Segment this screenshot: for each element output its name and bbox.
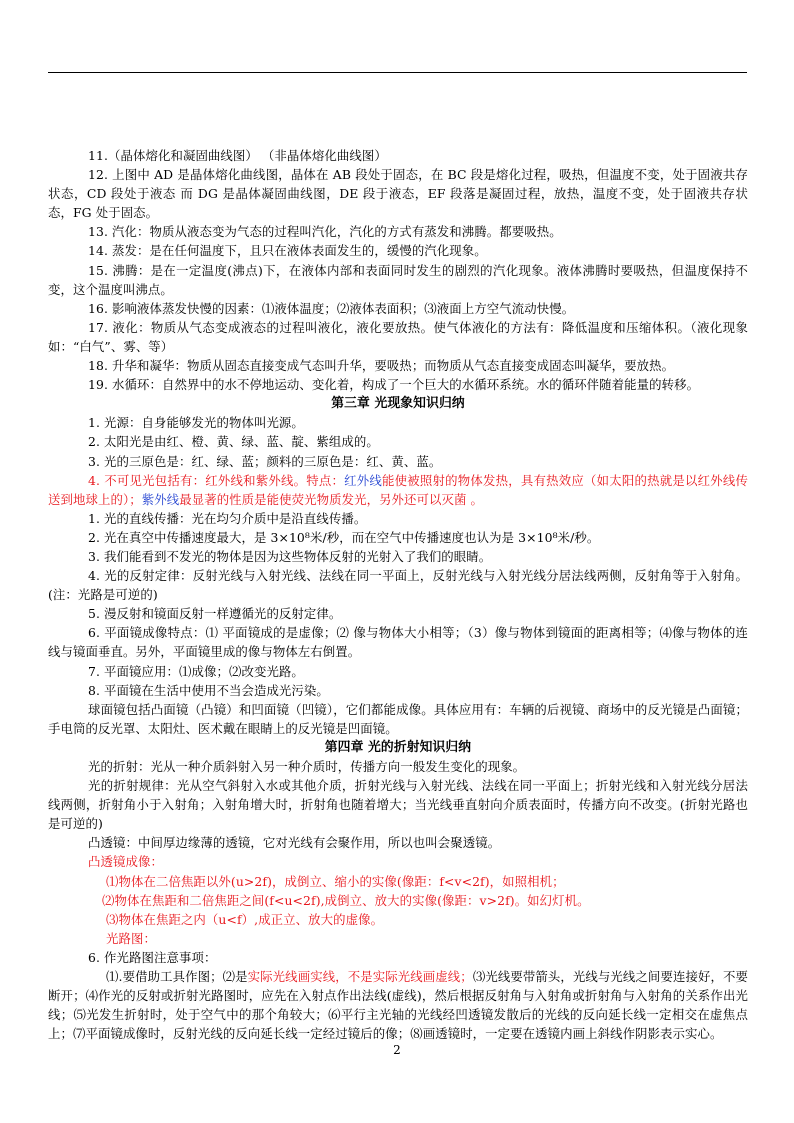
page-number: 2 xyxy=(393,1043,401,1057)
chapter-4-title: 第四章 光的折射知识归纳 xyxy=(324,739,472,755)
ch3-light-6: 6. 平面镜成像特点：⑴ 平面镜成的是虚像；⑵ 像与物体大小相等；（3）像与物体到镜面的距离相等；⑷像与物体的连线与镜面垂直。另外，平面镜里成的像与物体左右倒置。 xyxy=(48,625,748,660)
ch3-light-5: 5. 漫反射和镜面反射一样遵循光的反射定律。 xyxy=(88,606,342,622)
para-13: 13. 汽化：物质从液态变为气态的过程叫汽化，汽化的方式有蒸发和沸腾。都要吸热。 xyxy=(88,224,562,240)
ch3-item-4-c: 能使被照射的物体发热，具有热效应（如太阳的热就是以红外线传送到地球上的）； xyxy=(48,472,748,507)
para-17: 17. 液化：物质从气态变成液态的过程叫液化，液化要放热。使气体液化的方法有：降低温度和压缩体积。（液化现象如：“白气”、雾、等） xyxy=(48,319,748,354)
ch4-imaging-1: ⑴物体在二倍焦距以外(u>2f)，成倒立、缩小的实像(像距：f<v<2f)，如照相机； xyxy=(106,873,565,889)
para-16: 16. 影响液体蒸发快慢的因素：⑴液体温度；⑵液体表面积；⑶液面上方空气流动快慢。 xyxy=(88,300,575,316)
ch4-imaging-3: ⑶物体在焦距之内（u<f）,成正立、放大的虚像。 xyxy=(106,911,384,927)
ch4-notes-body xyxy=(48,967,748,1043)
ch3-light-1: 1. 光的直线传播：光在均匀介质中是沿直线传播。 xyxy=(88,510,367,526)
ch3-spherical-mirror: 球面镜包括凸面镜（凸镜）和凹面镜（凹镜），它们都能成像。具体应用有：车辆的后视镜、商场中的反光镜是凸面镜；手电筒的反光罩、太阳灶、医术戴在眼睛上的反光镜是凹面镜。 xyxy=(48,701,748,736)
para-19: 19. 水循环：自然界中的水不停地运动、变化着，构成了一个巨大的水循环系统。水的循环伴随着能量的转移。 xyxy=(88,377,700,393)
ch3-item-4-e: 最显著的性质是能使荧光物质发光，另外还可以灭菌 。 xyxy=(179,491,484,507)
ultraviolet-term: 紫外线 xyxy=(141,491,180,507)
chapter-3-title: 第三章 光现象知识归纳 xyxy=(331,396,465,412)
ch3-item-4-a: 4. 不可见光包括有：红外线和紫外线。特点： xyxy=(88,472,345,488)
ch4-ray-diagram: 光路图： xyxy=(106,930,156,946)
ch3-light-2: 2. 光在真空中传播速度最大，是 3×10⁸米/秒，而在空气中传播速度也认为是 3×10⁸米/秒。 xyxy=(88,529,600,545)
ch4-notes-title: 6. 作光路图注意事项： xyxy=(88,949,217,965)
ch4-imaging-2: ⑵物体在焦距和二倍焦距之间(f<u<2f),成倒立、放大的实像(像距：v>2f)。如幻灯机。 xyxy=(102,892,590,908)
para-11: 11.（晶体熔化和凝固曲线图） （非晶体熔化曲线图） xyxy=(88,148,387,163)
para-18: 18. 升华和凝华：物质从固态直接变成气态叫升华，要吸热；而物质从气态直接变成固态叫凝华，要放热。 xyxy=(88,358,675,374)
ch4-imaging-title: 凸透镜成像： xyxy=(88,854,163,870)
ch4-convex-lens: 凸透镜：中间厚边缘薄的透镜，它对光线有会聚作用，所以也叫会聚透镜。 xyxy=(88,835,501,851)
para-15: 15. 沸腾：是在一定温度(沸点)下，在液体内部和表面同时发生的剧烈的汽化现象。液体沸腾时要吸热，但温度保持不变，这个温度叫沸点。 xyxy=(48,262,748,297)
ch3-light-4: 4. 光的反射定律：反射光线与入射光线、法线在同一平面上，反射光线与入射光线分居法线两侧，反射角等于入射角。(注：光路是可逆的) xyxy=(48,568,748,603)
para-12: 12. 上图中 AD 是晶体熔化曲线图，晶体在 AB 段处于固态，在 BC 段是熔化过程，吸热，但温度不变，处于固液共存状态，CD 段处于液态 而 DG 是晶体凝固曲线图，DE 段于液态，EF 段落是凝固过程，放热，温度不变，处于固液共存状态，FG 处于固态。 xyxy=(48,167,748,221)
infrared-term: 红外线 xyxy=(344,472,382,488)
ch3-light-8: 8. 平面镜在生活中使用不当会造成光污染。 xyxy=(88,682,329,698)
content-body xyxy=(48,146,748,1043)
ch4-notes-red: 实际光线画实线，不是实际光线画虚线； xyxy=(247,969,473,985)
ch4-refraction-law: 光的折射规律：光从空气斜射入水或其他介质，折射光线与入射光线、法线在同一平面上；折射光线和入射光线分居法线两侧，折射角小于入射角；入射角增大时，折射角也随着增大；当光线垂直射向介质表面时，传播方向不改变。(折射光路也是可逆的) xyxy=(48,778,748,832)
header-rule xyxy=(48,72,747,73)
ch3-item-2: 2. 太阳光是由红、橙、黄、绿、蓝、靛、紫组成的。 xyxy=(88,434,379,450)
ch3-light-7: 7. 平面镜应用：⑴成像；⑵改变光路。 xyxy=(88,663,304,679)
ch3-item-4 xyxy=(48,471,748,509)
para-14: 14. 蒸发：是在任何温度下，且只在液体表面发生的，缓慢的汽化现象。 xyxy=(88,243,487,259)
ch3-item-3: 3. 光的三原色是：红、绿、蓝；颜料的三原色是：红、黄、蓝。 xyxy=(88,453,442,469)
ch4-refraction: 光的折射：光从一种介质斜射入另一种介质时，传播方向一般发生变化的现象。 xyxy=(88,759,526,774)
ch4-notes-c: ⑶光线要带箭头，光线与光线之间要连接好，不要断开；⑷作光的反射或折射光路图时，应先在入射点作出法线(虚线)，然后根据反射角与入射角或折射角与入射角的关系作出光线；⑸光发生折射时，处于空气中的那个角较大；⑹平行主光轴的光线经凹透镜发散后的光线的反向延长线一定相交在虚焦点上；⑺平面镜成像时，反射光线的反向延长线一定经过镜后的像；⑻画透镜时，一定要在透镜内画上斜线作阴影表示实心。 xyxy=(48,969,748,1042)
ch3-item-1: 1. 光源：自身能够发光的物体叫光源。 xyxy=(88,415,304,431)
ch4-notes-a: ⑴.要借助工具作图；⑵是 xyxy=(106,969,248,985)
ch3-light-3: 3. 我们能看到不发光的物体是因为这些物体反射的光射入了我们的眼睛。 xyxy=(88,548,492,564)
